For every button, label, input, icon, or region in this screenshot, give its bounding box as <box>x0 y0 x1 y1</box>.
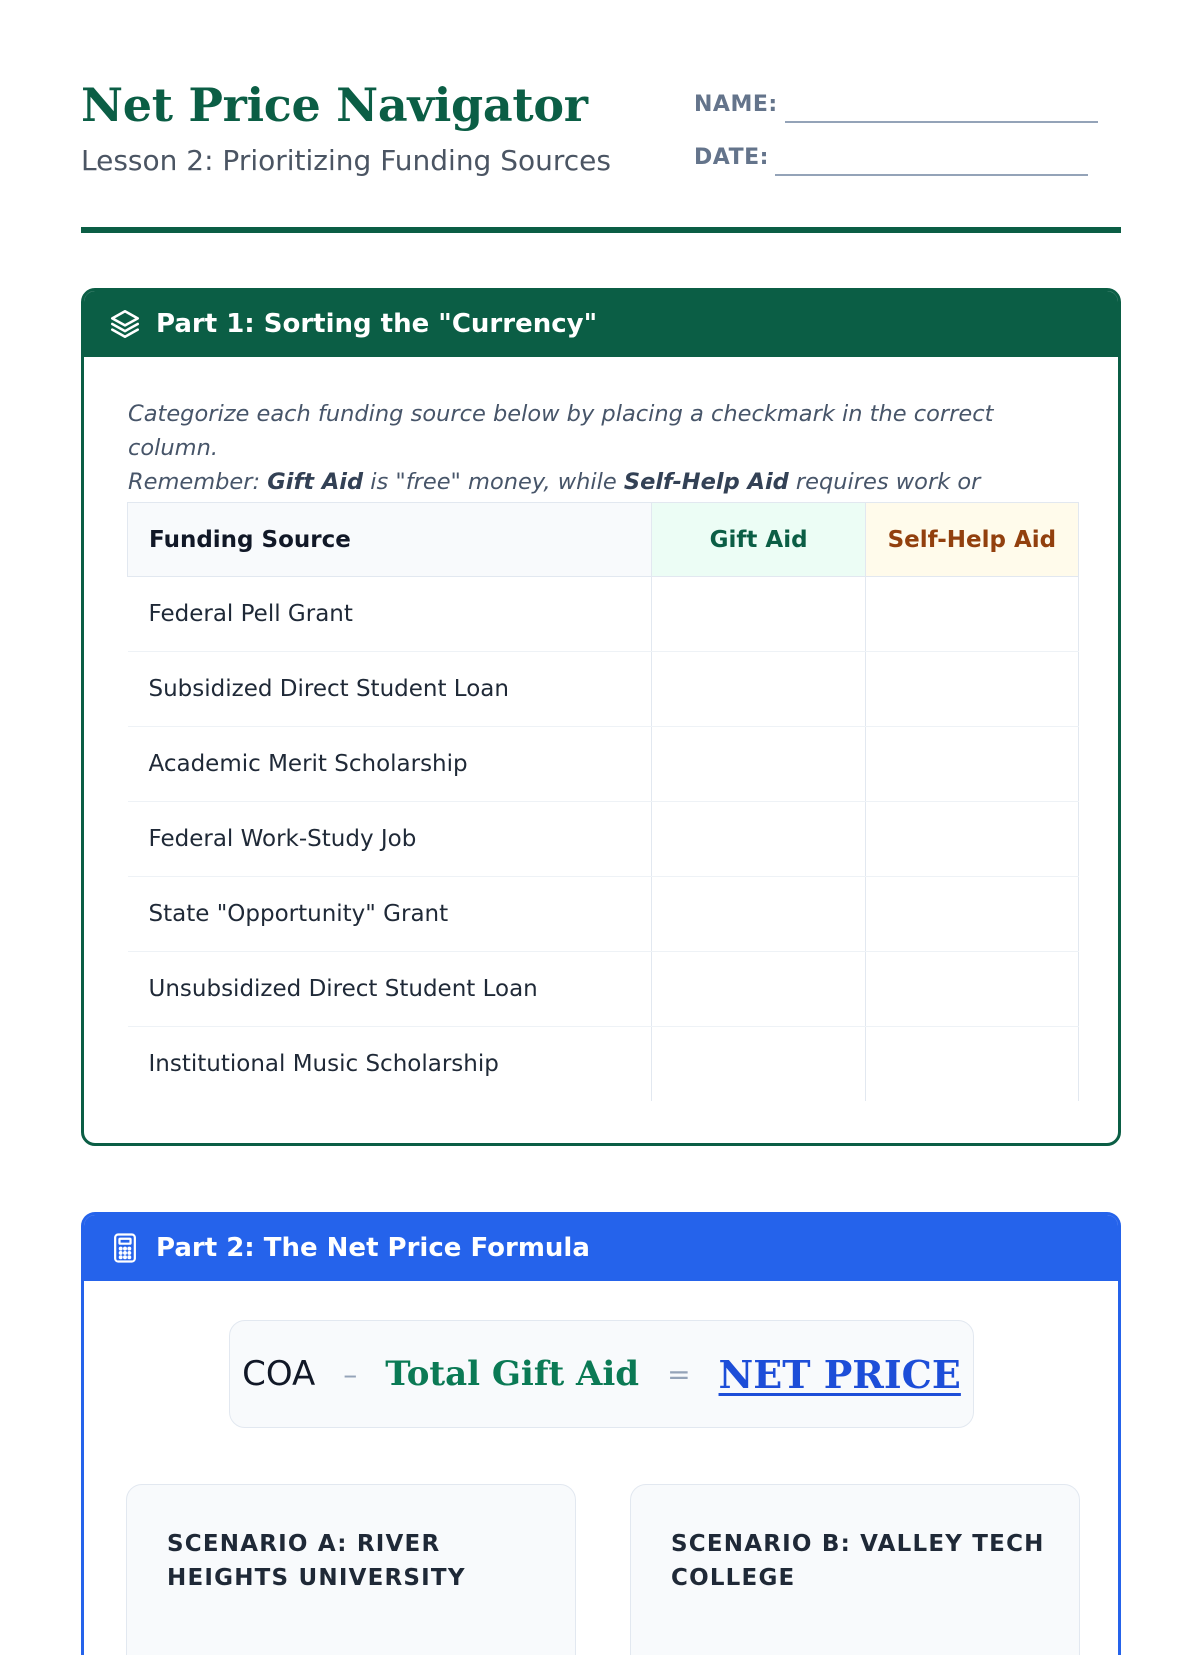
formula-coa: COA <box>242 1354 316 1394</box>
part2-header <box>84 1215 1118 1281</box>
table-row <box>128 577 1079 652</box>
gift-aid-check-cell[interactable] <box>652 952 865 1027</box>
column-header-funding-source: Funding Source <box>128 503 652 577</box>
scenario-a-title: SCENARIO A: RIVER HEIGHTS UNIVERSITY <box>167 1531 466 1591</box>
gift-aid-check-cell[interactable] <box>652 877 865 952</box>
self-help-aid-check-cell[interactable] <box>865 577 1078 652</box>
funding-sort-table <box>127 502 1079 1101</box>
layers-icon <box>108 307 142 341</box>
funding-source-name: Subsidized Direct Student Loan <box>128 652 652 727</box>
funding-source-name: State "Opportunity" Grant <box>128 877 652 952</box>
instructions-line-1: Categorize each funding source below by placing a checkmark in the correct column. <box>128 401 994 461</box>
instructions-prefix: Remember: <box>128 469 268 495</box>
page-title: Net Price Navigator <box>81 78 588 132</box>
table-header-row <box>128 503 1079 577</box>
table-row <box>128 652 1079 727</box>
funding-source-name: Federal Work-Study Job <box>128 802 652 877</box>
self-help-aid-check-cell[interactable] <box>865 802 1078 877</box>
scenario-b-card <box>630 1484 1080 1655</box>
instructions-suffix: requires work or <box>795 469 981 495</box>
scenario-a-card <box>126 1484 576 1655</box>
part2-title: Part 2: The Net Price Formula <box>156 1233 590 1263</box>
page-subtitle: Lesson 2: Prioritizing Funding Sources <box>81 144 611 177</box>
self-help-aid-check-cell[interactable] <box>865 877 1078 952</box>
part1-card <box>81 288 1121 1146</box>
table-row <box>128 877 1079 952</box>
header-divider <box>81 227 1121 233</box>
formula-net-price: NET PRICE <box>718 1351 961 1397</box>
funding-source-name: Institutional Music Scholarship <box>148 1051 499 1077</box>
gift-aid-term: Gift Aid <box>267 469 364 495</box>
formula-equals: = <box>667 1357 691 1391</box>
name-field[interactable] <box>785 121 1098 123</box>
date-label: DATE: <box>694 145 769 170</box>
part2-card <box>81 1212 1121 1655</box>
gift-aid-check-cell[interactable] <box>652 577 865 652</box>
net-price-formula <box>229 1320 974 1428</box>
scenario-b-title: SCENARIO B: VALLEY TECH COLLEGE <box>671 1531 1045 1591</box>
self-help-aid-check-cell[interactable] <box>865 652 1078 727</box>
table-row <box>128 727 1079 802</box>
gift-aid-check-cell[interactable] <box>652 1027 865 1102</box>
table-row <box>128 952 1079 1027</box>
instructions-mid: is "free" money, while <box>363 469 624 495</box>
part1-header <box>84 291 1118 357</box>
column-header-self-help-aid: Self-Help Aid <box>865 503 1078 577</box>
formula-minus: – <box>343 1357 358 1391</box>
table-row <box>128 1027 1079 1102</box>
calculator-icon <box>108 1231 142 1265</box>
self-help-aid-check-cell[interactable] <box>865 727 1078 802</box>
funding-source-name: Federal Pell Grant <box>128 577 652 652</box>
gift-aid-check-cell[interactable] <box>652 652 865 727</box>
funding-source-name: Academic Merit Scholarship <box>128 727 652 802</box>
column-header-gift-aid: Gift Aid <box>652 503 865 577</box>
self-help-aid-term: Self-Help Aid <box>623 469 789 495</box>
self-help-aid-check-cell[interactable] <box>865 1027 1078 1102</box>
funding-source-name: Unsubsidized Direct Student Loan <box>128 952 652 1027</box>
table-row <box>128 802 1079 877</box>
name-label: NAME: <box>694 92 778 117</box>
gift-aid-check-cell[interactable] <box>652 727 865 802</box>
self-help-aid-check-cell[interactable] <box>865 952 1078 1027</box>
formula-total-gift-aid: Total Gift Aid <box>385 1354 640 1394</box>
part1-title: Part 1: Sorting the "Currency" <box>156 309 598 339</box>
gift-aid-check-cell[interactable] <box>652 802 865 877</box>
date-field[interactable] <box>775 174 1088 176</box>
